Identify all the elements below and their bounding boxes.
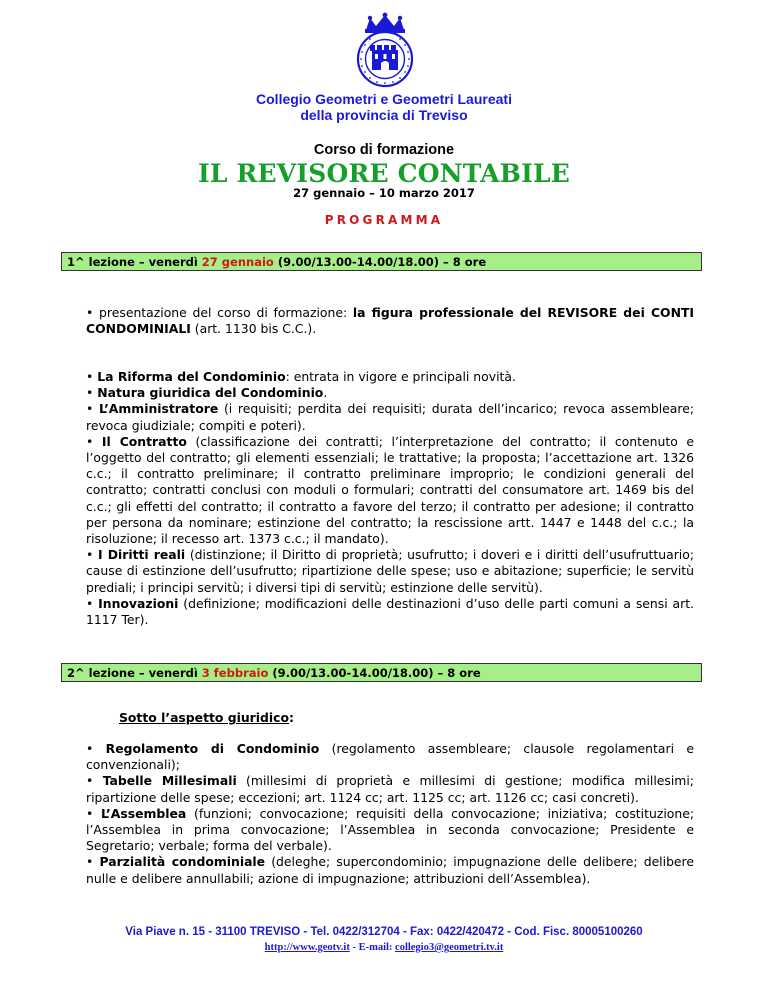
lesson-1-suffix: (9.00/13.00-14.00/18.00) – 8 ore	[273, 255, 487, 269]
footer-address: Via Piave n. 15 - 31100 TREVISO - Tel. 0422/312704 - Fax: 0422/420472 - Cod. Fisc. 80005100260	[125, 926, 643, 938]
email-separator: - E-mail:	[349, 942, 396, 953]
lesson-2-subheading: Sotto l’aspetto giuridico:	[119, 710, 294, 725]
lesson-2-suffix: (9.00/13.00-14.00/18.00) – 8 ore	[268, 666, 481, 680]
lesson-2-prefix: 2^ lezione – venerdì	[67, 666, 202, 680]
list-item: • Tabelle Millesimali (millesimi di proprietà e millesimi di gestione; modifica millesimi; ripartizione delle spese; eccezioni; art. 1124 cc; art. 1125 cc; art. 1126 cc; casi concreti).	[86, 773, 694, 805]
institution-province: della provincia di Treviso	[300, 107, 468, 123]
footer-contacts	[0, 942, 768, 953]
list-item: • L’Assemblea (funzioni; convocazione; requisiti della convocazione; iniziativa; costituzione; l’Assemblea in prima convocazione; l’Assemblea in seconda convocazione; Presidente e Segretario; verbale; forma del verbale).	[86, 805, 694, 854]
intro-bold: la figura professionale del REVISORE dei CONTI CONDOMINIALI	[86, 305, 695, 337]
lesson-2-topics	[86, 741, 694, 887]
crest-icon	[348, 12, 422, 88]
collegio-crest-logo	[348, 12, 422, 88]
institution-name: Collegio Geometri e Geometri Laureati	[256, 91, 512, 107]
list-item: • Parzialità condominiale (deleghe; supercondominio; impugnazione delle delibere; delibere nulle e delibere annullabili; azione di impugnazione; attribuzioni dell’Assemblea).	[86, 854, 695, 886]
course-dates: 27 gennaio – 10 marzo 2017	[293, 186, 475, 200]
list-item: • La Riforma del Condominio: entrata in vigore e principali novità.	[86, 369, 516, 384]
subheading-label: Sotto l’aspetto giuridico	[119, 710, 290, 725]
list-item: • Innovazioni (definizione; modificazioni delle destinazioni d’uso delle parti comuni a sensi art. 1117 Ter).	[86, 595, 694, 628]
lesson-1-date: 27 gennaio	[201, 255, 274, 269]
list-item: • I Diritti reali (distinzione; il Diritto di proprietà; usufrutto; i doveri e i diritti dell’usufruttuario; cause di estinzione dell’usufrutto; ripartizione delle spese; uso e abitazione; superficie; le servitù prediali; i principi servitù; i diversi tipi di servitù; estinzione delle servitù).	[86, 547, 695, 595]
course-title: IL REVISORE CONTABILE	[197, 159, 571, 188]
programma-heading: PROGRAMMA	[324, 213, 444, 227]
course-label: Corso di formazione	[313, 142, 455, 158]
website-link[interactable]: http://www.geotv.it	[264, 942, 350, 953]
lesson-2-header	[61, 663, 702, 682]
lesson-2-date: 3 febbraio	[201, 666, 269, 680]
intro-text: • presentazione del corso di formazione:	[86, 305, 353, 320]
list-item: • Natura giuridica del Condominio.	[86, 385, 328, 401]
intro-tail: (art. 1130 bis C.C.).	[190, 321, 317, 337]
intro-paragraph	[86, 305, 694, 337]
list-item: • L’Amministratore (i requisiti; perdita dei requisiti; durata dell’incarico; revoca assembleare; revoca giudiziale; compiti e poteri).	[86, 401, 694, 433]
list-item: • Regolamento di Condominio (regolamento assembleare; clausole regolamentari e convenzionali);	[86, 741, 694, 773]
lesson-1-prefix: 1^ lezione – venerdì	[67, 255, 202, 269]
email-link[interactable]: collegio3@geometri.tv.it	[395, 942, 504, 953]
list-item: • Il Contratto (classificazione dei contratti; l’interpretazione del contratto; il contenuto e l’oggetto del contratto; gli elementi essenziali; le trattative; la proposta; l’accettazione art. 1326 c.c.; il contratto preliminare; il contratto preliminare improprio; le condizioni generali del contratto; contratti conclusi con moduli o formulari; contratti del consumatore art. 1469 bis del c.c.; gli effetti del contratto; il contratto a favore del terzo; il contratto per adesione; il contratto per persona da nominare; estinzione del contratto; la rescissione artt. 1447 e 1448 del c.c.; la risoluzione; il recesso art. 1373 c.c.; il mandato).	[86, 433, 694, 547]
lesson-1-header	[61, 252, 702, 271]
lesson-1-topics	[86, 369, 694, 628]
